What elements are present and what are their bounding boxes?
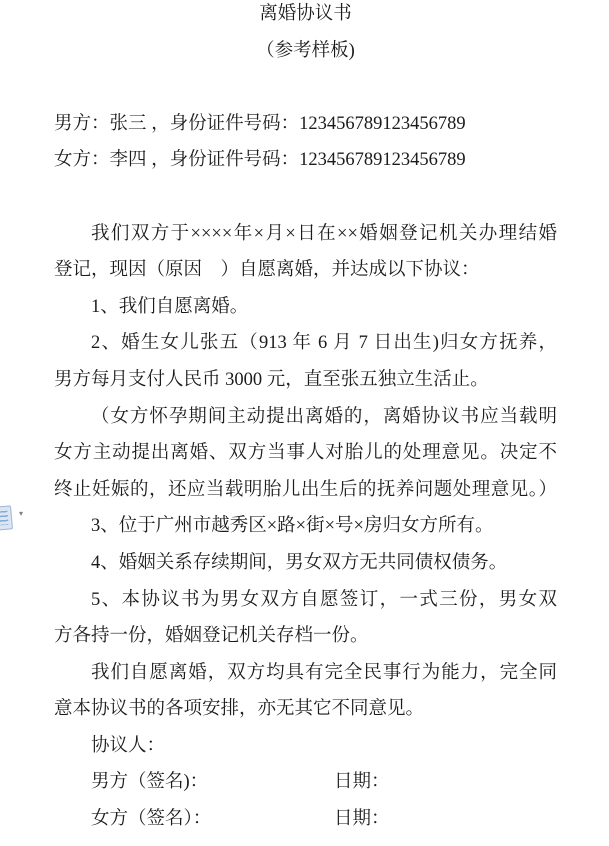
intro-line-2: 登记，现因（原因 ）自愿离婚，并达成以下协议：: [54, 260, 480, 281]
clause-2-line-2: 男方每月支付人民币 3000 元，直至张五独立生活止。: [54, 369, 489, 390]
doc-content: [54, 0, 557, 838]
closing-line-2: 意本协议书的各项安排，亦无其它不同意见。: [54, 699, 425, 720]
agreement-parties-label: 协议人：: [91, 735, 166, 756]
document-text-lines-glyph: [0, 511, 9, 526]
pregnancy-note-line-2: 女方主动提出离婚、双方当事人对胎儿的处理意见。决定不: [54, 443, 557, 464]
pregnancy-note-line-1: （女方怀孕期间主动提出离婚的，离婚协议书应当载明: [91, 406, 557, 427]
clause-3-line: 3、位于广州市越秀区×路×街×号×房归女方所有。: [91, 516, 494, 537]
clause-5-line-2: 方各持一份，婚姻登记机关存档一份。: [54, 626, 369, 647]
intro-line-1: 我们双方于××××年×月×日在××婚姻登记机关办理结婚: [91, 223, 557, 244]
paste-options-button[interactable]: [0, 504, 29, 534]
date-label: 日期：: [334, 809, 390, 830]
signature-row-male: [54, 764, 557, 801]
doc-title: 离婚协议书: [259, 4, 352, 24]
blank-line: [54, 179, 557, 216]
party-female-line: 女方：李四 ，身份证件号码：123456789123456789: [54, 150, 466, 171]
doc-subtitle: （参考样板): [256, 40, 355, 61]
clause-4-line: 4、婚姻关系存续期间，男女双方无共同债权债务。: [91, 552, 508, 573]
signature-label: 男方（签名)：: [91, 772, 209, 793]
dropdown-arrow-icon[interactable]: ▾: [19, 509, 24, 518]
signature-label: 女方（签名）：: [91, 809, 212, 830]
clause-2-line-1: 2、婚生女儿张五（913 年 6 月 7 日出生)归女方抚养，: [91, 333, 557, 354]
party-male-line: 男方：张三 ，身份证件号码：123456789123456789: [54, 113, 466, 134]
closing-line-1: 我们自愿离婚，双方均具有完全民事行为能力，完全同: [91, 662, 557, 683]
blank-line: [54, 69, 557, 106]
date-label: 日期：: [334, 772, 390, 793]
clause-5-line-1: 5、本协议书为男女双方自愿签订，一式三份，男女双: [91, 589, 557, 610]
pregnancy-note-line-3: 终止妊娠的，还应当载明胎儿出生后的抚养问题处理意见。）: [54, 479, 557, 500]
clause-1-line: 1、我们自愿离婚。: [91, 296, 249, 317]
signature-row-female: [54, 801, 557, 838]
paste-options-document-icon[interactable]: [0, 505, 13, 530]
